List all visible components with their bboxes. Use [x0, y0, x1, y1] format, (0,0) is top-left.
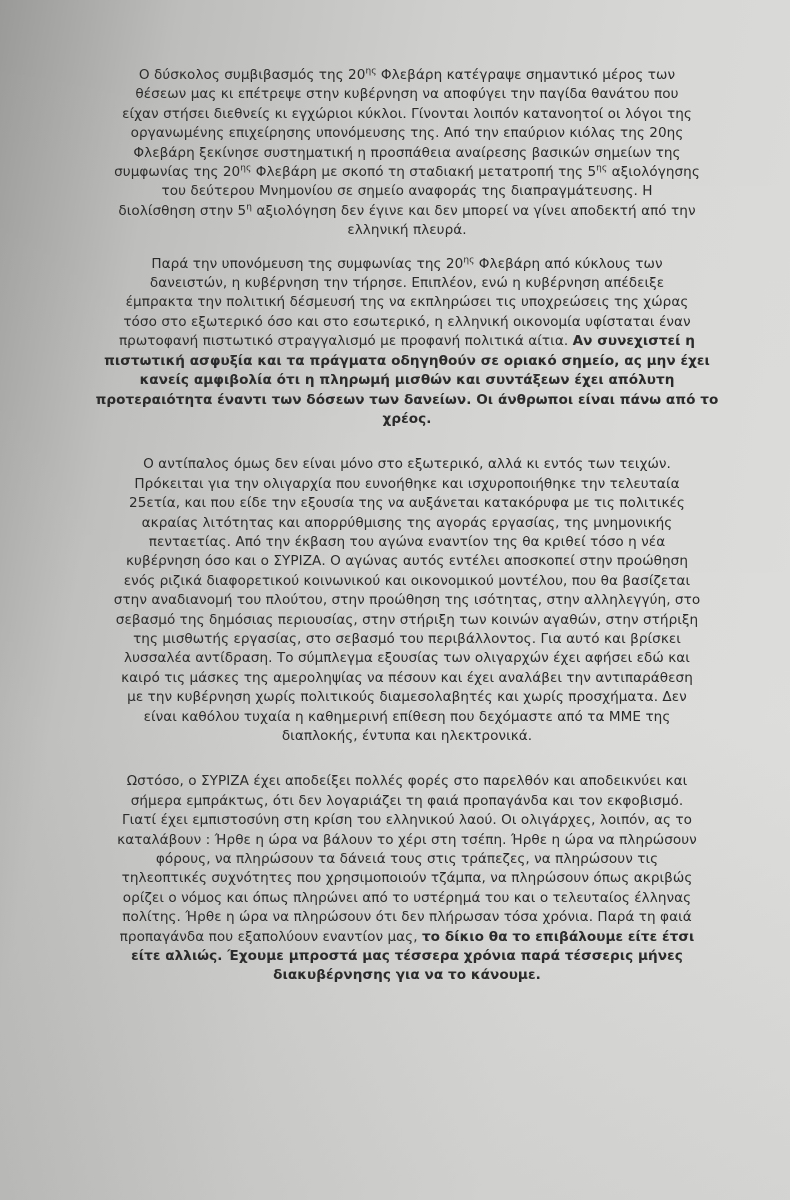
text-segment: αξιολόγησης [607, 164, 700, 181]
text-line [64, 947, 750, 966]
text-segment: έμπρακτα την πολιτική δέσμευσή της να εκπληρώσει τις υποχρεώσεις της χώρας [125, 294, 689, 311]
ordinal-suffix: ης [365, 66, 377, 77]
text-line [64, 182, 750, 201]
text-segment: Φλεβάρη με σκοπό τη σταδιακή μετατροπή της 5 [251, 164, 597, 181]
text-line [64, 727, 750, 746]
text-segment: καιρό τις μάσκες της αμεροληψίας να πέσουν και έχει αναλάβει την αντιπαράθεση [121, 669, 693, 686]
text-line [64, 552, 750, 571]
text-line [64, 313, 750, 332]
bold-text: Αν συνεχιστεί η [572, 333, 696, 350]
ordinal-suffix: η [246, 202, 252, 213]
text-line [64, 391, 750, 410]
bold-text: κανείς αμφιβολία ότι η πληρωμή μισθών και συντάξεων έχει απόλυτη [139, 372, 675, 389]
text-segment: Γιατί έχει εμπιστοσύνη στη κρίση του ελληνικού λαού. Οι ολιγάρχες, λοιπόν, ας το [122, 812, 692, 829]
paragraph-3 [64, 455, 750, 746]
text-line [64, 889, 750, 908]
text-segment: ακραίας λιτότητας και απορρύθμισης της αγοράς εργασίας, της μνημονικής [141, 514, 673, 531]
text-line [64, 352, 750, 371]
text-segment: αξιολόγηση δεν έγινε και δεν μπορεί να γίνει αποδεκτή από την [251, 202, 696, 219]
text-segment: Παρά την υπονόμευση της συμφωνίας της 20 [151, 255, 464, 272]
text-line [64, 105, 750, 124]
text-line [64, 850, 750, 869]
text-segment: κυβέρνηση όσο και ο ΣΥΡΙΖΑ. Ο αγώνας αυτός εντέλει αποσκοπεί στην προώθηση [126, 553, 688, 570]
bold-text: είτε αλλιώς. Έχουμε μπροστά μας τέσσερα χρόνια παρά τέσσερις μήνες [131, 948, 683, 965]
text-segment: πρωτοφανή πιστωτικό στραγγαλισμό με προφανή πολιτικά αίτια. [118, 333, 573, 350]
text-line [64, 163, 750, 182]
bold-text: το δίκιο θα το επιβάλουμε είτε έτσι [421, 928, 695, 945]
text-line [64, 124, 750, 143]
text-line [64, 831, 750, 850]
bold-text: πιστωτική ασφυξία και τα πράγματα οδηγηθούν σε οριακό σημείο, ας μην έχει [104, 352, 710, 369]
text-segment: Ο αντίπαλος όμως δεν είναι μόνο στο εξωτερικό, αλλά κι εντός των τειχών. [143, 456, 671, 473]
text-line [64, 688, 750, 707]
text-segment: οργανωμένης επιχείρησης υπονόμευσης της. Από την επαύριον κιόλας της 20ης [130, 125, 684, 142]
text-segment: σεβασμό της δημόσιας περιουσίας, στην στήριξη των κοινών αγαθών, στην στήριξη [115, 611, 699, 628]
text-line [64, 455, 750, 474]
text-segment: με την κυβέρνηση χωρίς πολιτικούς διαμεσολαβητές και χωρίς προσχήματα. Δεν [127, 689, 687, 706]
text-line [64, 221, 750, 240]
text-line [64, 293, 750, 312]
text-line [64, 772, 750, 791]
document-body [64, 66, 750, 1000]
text-line [64, 255, 750, 274]
text-segment: θέσεων μας κι επέτρεψε στην κυβέρνηση να αποφύγει την παγίδα θανάτου που [135, 86, 679, 103]
text-line [64, 811, 750, 830]
text-line [64, 475, 750, 494]
text-segment: είχαν στήσει διεθνείς κι εγχώριοι κύκλοι. Γίνονται λοιπόν κατανοητοί οι λόγοι της [122, 105, 692, 122]
text-line [64, 966, 750, 985]
text-segment: ενός ριζικά διαφορετικού κοινωνικού και οικονομικού μοντέλου, που θα βασίζεται [123, 572, 691, 589]
text-segment: είναι καθόλου τυχαία η καθημερινή επίθεση που δεχόμαστε από τα ΜΜΕ της [143, 708, 671, 725]
text-segment: τηλεοπτικές συχνότητες που χρησιμοποιούν τζάμπα, να πληρώσουν όπως ακριβώς [121, 870, 693, 887]
text-line [64, 332, 750, 351]
text-segment: σήμερα εμπράκτως, ότι δεν λογαριάζει τη φαιά προπαγάνδα και τον εκφοβισμό. [130, 792, 684, 809]
text-segment: πενταετίας. Από την έκβαση του αγώνα εναντίον της θα κριθεί τόσο η νέα [148, 533, 666, 550]
bold-text: χρέος. [382, 410, 432, 427]
text-line [64, 202, 750, 221]
text-line [64, 494, 750, 513]
text-line [64, 274, 750, 293]
text-segment: πολίτης. Ήρθε η ώρα να πληρώσουν ότι δεν πλήρωσαν τόσα χρόνια. Παρά τη φαιά [122, 909, 692, 926]
text-segment: Φλεβάρη ξεκίνησε συστηματική η προσπάθεια αναίρεσης βασικών σημείων της [133, 144, 681, 161]
text-segment: καταλάβουν : Ήρθε η ώρα να βάλουν το χέρι στη τσέπη. Ήρθε η ώρα να πληρώσουν [117, 831, 697, 848]
text-line [64, 66, 750, 85]
text-line [64, 514, 750, 533]
text-segment: Φλεβάρη από κύκλους των [474, 255, 663, 272]
bold-text: προτεραιότητα έναντι των δόσεων των δανείων. Οι άνθρωποι είναι πάνω από το [95, 391, 719, 408]
text-segment: προπαγάνδα που εξαπολύουν εναντίον μας, [119, 928, 422, 945]
text-segment: τόσο στο εξωτερικό όσο και στο εσωτερικό, η ελληνική οικονομία υφίσταται έναν [123, 313, 691, 330]
text-segment: ελληνική πλευρά. [347, 222, 467, 239]
text-line [64, 928, 750, 947]
text-line [64, 611, 750, 630]
bold-text: διακυβέρνησης για να το κάνουμε. [273, 967, 541, 984]
text-segment: στην αναδιανομή του πλούτου, στην προώθηση της ισότητας, στην αλληλεγγύη, στο [113, 592, 701, 609]
text-segment: διαπλοκής, έντυπα και ηλεκτρονικά. [281, 728, 533, 744]
text-segment: διολίσθηση στην 5 [118, 202, 247, 219]
text-segment: του δεύτερου Μνημονίου σε σημείο αναφοράς της διαπραγμάτευσης. Η [161, 183, 653, 200]
text-segment: της μισθωτής εργασίας, στο σεβασμό του περιβάλλοντος. Για αυτό και βρίσκει [133, 630, 681, 647]
text-line [64, 591, 750, 610]
text-segment: λυσσαλέα αντίδραση. Το σύμπλεγμα εξουσίας των ολιγαρχών έχει αφήσει εδώ και [124, 650, 690, 667]
text-line [64, 85, 750, 104]
text-segment: Φλεβάρη κατέγραψε σημαντικό μέρος των [376, 67, 676, 83]
text-line [64, 144, 750, 163]
ordinal-suffix: ης [463, 255, 475, 266]
ordinal-suffix: ης [240, 163, 252, 174]
text-line [64, 371, 750, 390]
text-line [64, 410, 750, 429]
text-segment: συμφωνίας της 20 [114, 164, 241, 181]
paragraph-2 [64, 255, 750, 430]
paragraph-4 [64, 772, 750, 985]
text-segment: φόρους, να πληρώσουν τα δάνειά τους στις τράπεζες, να πληρώσουν τις [155, 851, 659, 868]
text-line [64, 669, 750, 688]
paragraph-1 [64, 66, 750, 241]
text-segment: ορίζει ο νόμος και όπως πληρώνει από το υστέρημά του και ο τελευταίος έλληνας [122, 889, 692, 906]
text-segment: Πρόκειται για την ολιγαρχία που ευνοήθηκε και ισχυροποιήθηκε την τελευταία [134, 475, 680, 492]
text-line [64, 792, 750, 811]
text-segment: Ο δύσκολος συμβιβασμός της 20 [138, 67, 366, 83]
text-line [64, 572, 750, 591]
text-line [64, 708, 750, 727]
text-line [64, 533, 750, 552]
ordinal-suffix: ης [596, 163, 608, 174]
text-segment: δανειστών, η κυβέρνηση την τήρησε. Επιπλέον, ενώ η κυβέρνηση απέδειξε [149, 275, 665, 292]
text-segment: 25ετία, και που είδε την εξουσία της να αυξάνεται κατακόρυφα με τις πολιτικές [129, 495, 685, 512]
text-line [64, 649, 750, 668]
text-segment: Ωστόσο, ο ΣΥΡΙΖΑ έχει αποδείξει πολλές φορές στο παρελθόν και αποδεικνύει και [126, 773, 688, 790]
text-line [64, 908, 750, 927]
text-line [64, 630, 750, 649]
text-line [64, 869, 750, 888]
